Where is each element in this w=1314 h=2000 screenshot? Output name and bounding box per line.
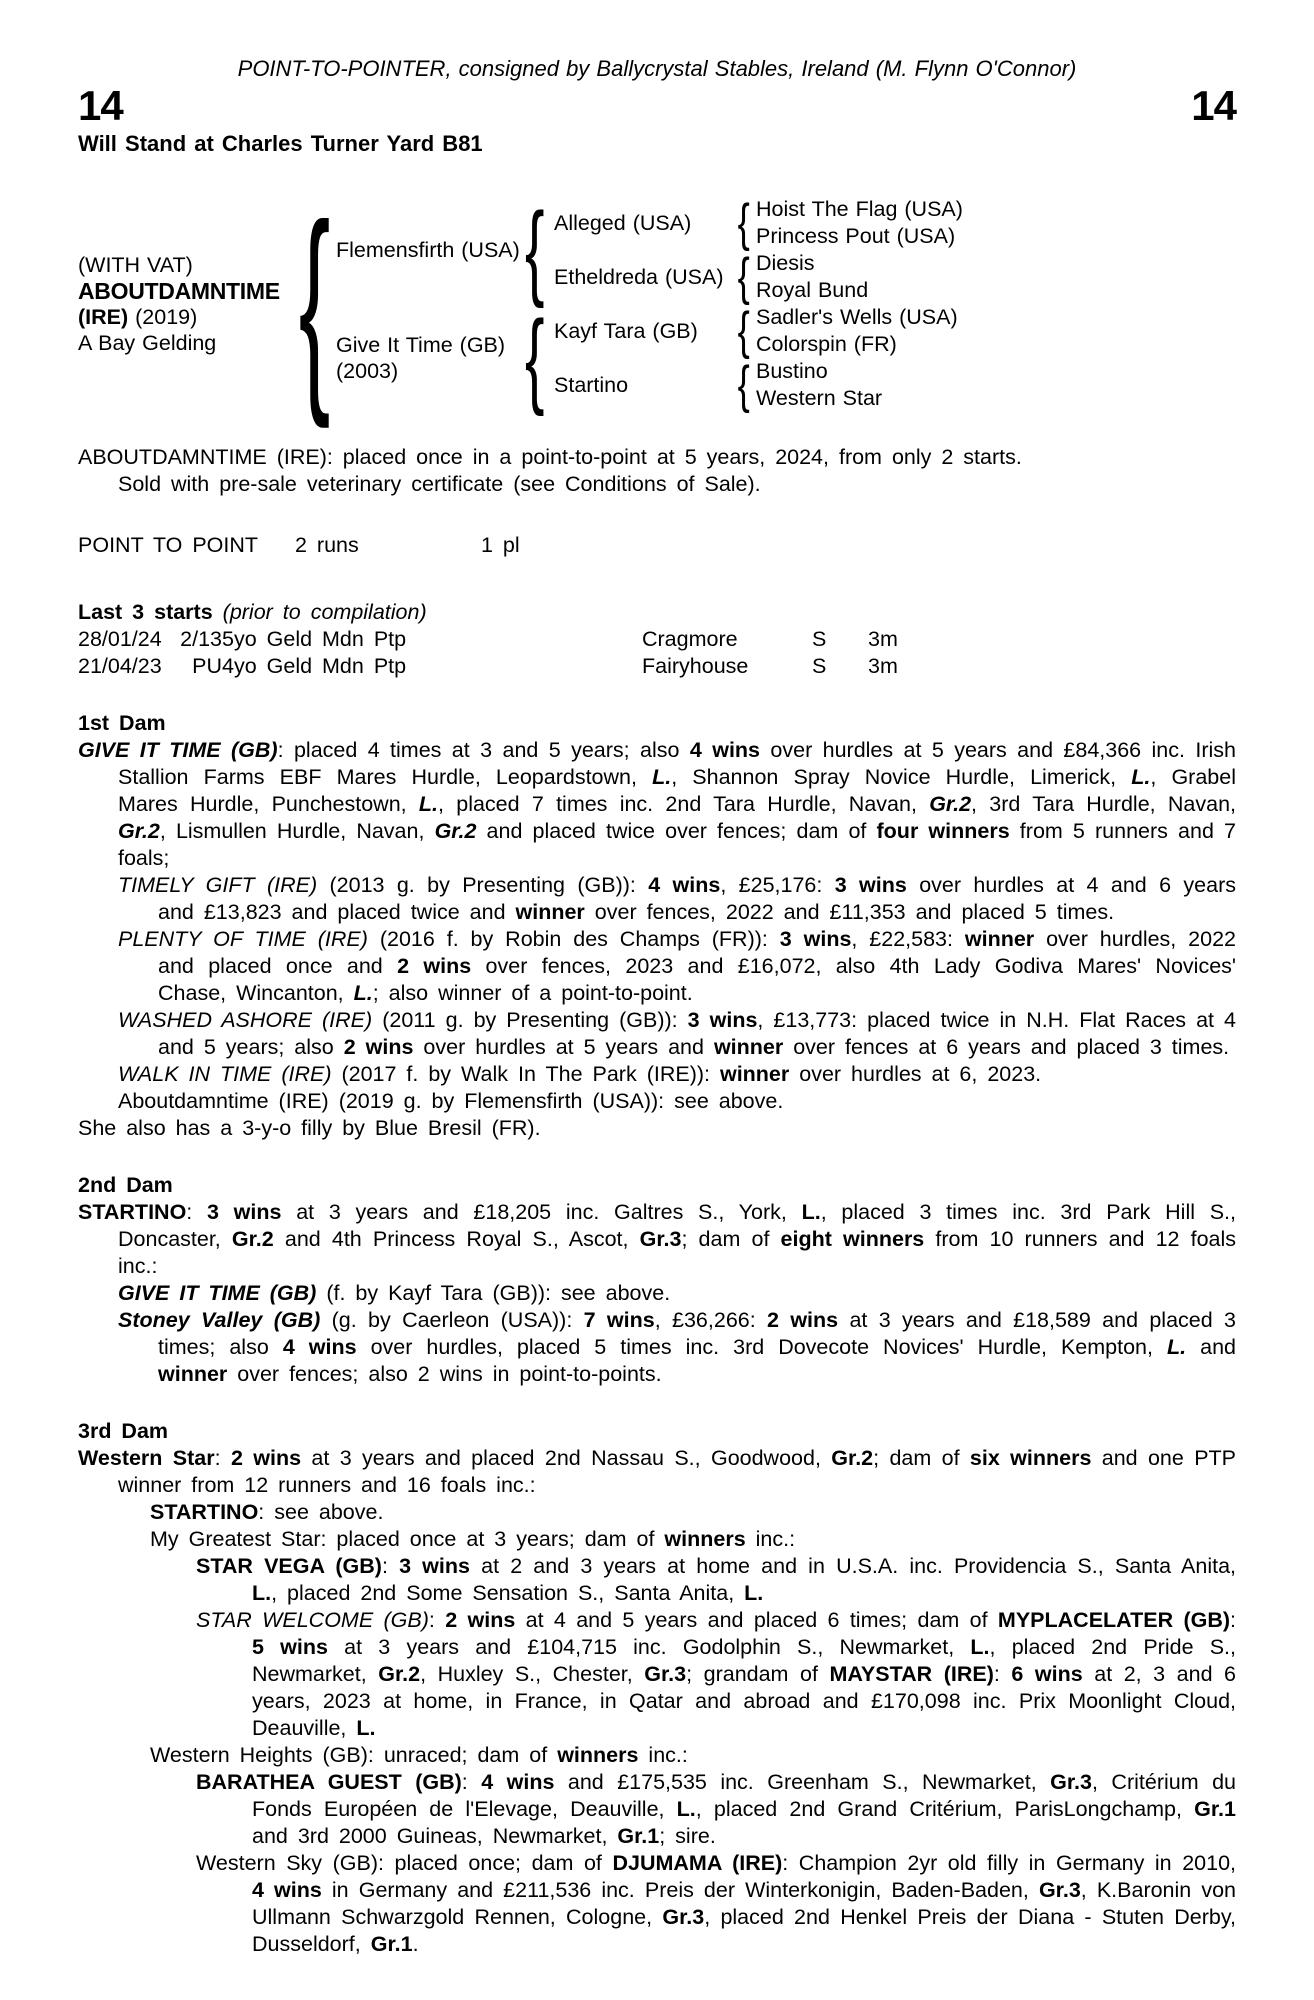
pedigree-paragraph: My Greatest Star: placed once at 3 years; dam of winners inc.:	[150, 1527, 796, 1551]
sale-notes-paragraph: ABOUTDAMNTIME (IRE): placed once in a point-to-point at 5 years, 2024, from only 2 starts. Sold with pre-sale veterinary certificate (see Conditions of Sale).	[78, 445, 1022, 496]
race-course: Fairyhouse	[642, 654, 749, 678]
pedigree-tree	[78, 177, 1236, 430]
third-dam-heading: 3rd Dam	[78, 1419, 169, 1443]
last-starts-title: Last 3 starts	[78, 600, 213, 624]
pedigree-paragraph: STAR WELCOME (GB): 2 wins at 4 and 5 years and placed 6 times; dam of MYPLACELATER (GB): 5 wins at 3 years and £104,715 inc. Godolphin S., Newmarket, L., placed 2nd Pride S., Newmarket, Gr.2, Huxley S., Chester, Gr.3; grandam of MAYSTAR (IRE): 6 wins at 2, 3 and 6 years, 2023 at home, in France, in Qatar and abroad and £170,098 inc. Prix Moonlight Cloud, Deauville, L.	[196, 1608, 1237, 1740]
lot-number-left: 14	[78, 82, 123, 129]
pedigree-brace-small	[732, 247, 756, 306]
grandparent-name: Alleged (USA)	[554, 210, 692, 235]
first-dam-section	[78, 710, 1236, 1142]
greatgrandparents	[756, 304, 958, 358]
brace-glyph: {	[525, 298, 545, 417]
generation-1-column	[330, 190, 963, 417]
pedigree-paragraph: STAR VEGA (GB): 3 wins at 2 and 3 years at home and in U.S.A. inc. Providencia S., Santa Anita, L., placed 2nd Some Sensation S., Santa Anita, L.	[196, 1554, 1236, 1605]
race-distance: 3m	[868, 654, 898, 678]
greatgrandparents	[756, 358, 882, 412]
damsire-branch	[548, 301, 958, 360]
brace-glyph: {	[737, 355, 751, 414]
pedigree-paragraph: GIVE IT TIME (GB): placed 4 times at 3 and 5 years; also 4 wins over hurdles at 5 years and £84,366 inc. Irish Stallion Farms EBF Mares Hurdle, Leopardstown, L., Shannon Spray Novice Hurdle, Limerick, L., Grabel Mares Hurdle, Punchestown, L., placed 7 times inc. 2nd Tara Hurdle, Navan, Gr.2, 3rd Tara Hurdle, Navan, Gr.2, Lismullen Hurdle, Navan, Gr.2 and placed twice over fences; dam of four winners from 5 runners and 7 foals;	[78, 738, 1237, 870]
pedigree-paragraph: WASHED ASHORE (IRE) (2011 g. by Presenting (GB)): 3 wins, £13,773: placed twice in N.H. Flat Races at 4 and 5 years; also 2 wins over hurdles at 5 years and winner over fences at 6 years and placed 3 times.	[118, 1008, 1236, 1059]
brace-glyph: {	[299, 177, 331, 430]
pedigree-paragraph: STARTINO: see above.	[150, 1500, 384, 1524]
lot-number-right: 14	[1191, 82, 1236, 129]
third-dam-section	[78, 1418, 1236, 1958]
pedigree-paragraph: Western Heights (GB): unraced; dam of winners inc.:	[150, 1743, 688, 1767]
grandparent-name: Etheldreda (USA)	[554, 264, 724, 289]
consignor-line: POINT-TO-POINTER, consigned by Ballycrystal Stables, Ireland (M. Flynn O'Connor)	[237, 56, 1077, 81]
race-description: 4yo Geld Mdn Ptp	[222, 654, 407, 678]
grandparent-name: Startino	[554, 372, 629, 397]
race-position: 2/13	[180, 627, 222, 651]
race-course: Cragmore	[642, 627, 738, 651]
race-record-row	[78, 532, 1236, 559]
pedigree-brace-dam	[522, 298, 548, 417]
greatgrandparent-name: Princess Pout (USA)	[756, 224, 956, 248]
race-description: 5yo Geld Mdn Ptp	[222, 627, 407, 651]
record-runs: 2 runs	[295, 533, 359, 557]
dam-name: Give It Time (GB)	[336, 333, 506, 357]
pedigree-paragraph: She also has a 3-y-o filly by Blue Bresil (FR).	[78, 1116, 541, 1140]
stand-location-line: Will Stand at Charles Turner Yard B81	[78, 131, 483, 156]
granddam-branch	[548, 247, 963, 306]
race-row	[78, 626, 1236, 653]
greatgrandparent-name: Hoist The Flag (USA)	[756, 197, 963, 221]
brace-glyph: {	[737, 247, 751, 306]
pedigree-paragraph: GIVE IT TIME (GB) (f. by Kayf Tara (GB)): see above.	[118, 1281, 671, 1305]
grandsire-branch	[548, 193, 963, 252]
brace-glyph: {	[737, 301, 751, 360]
pedigree-brace-small	[732, 193, 756, 252]
greatgrandparent-name: Royal Bund	[756, 278, 869, 302]
pedigree-paragraph: BARATHEA GUEST (GB): 4 wins and £175,535 inc. Greenham S., Newmarket, Gr.3, Critérium du Fonds Européen de l'Elevage, Deauville, L., placed 2nd Grand Critérium, ParisLongchamp, Gr.1 and 3rd 2000 Guineas, Newmarket, Gr.1; sire.	[196, 1770, 1236, 1848]
subject-horse-detail: (IRE) (2019)	[78, 305, 198, 329]
greatgrandparent-name: Sadler's Wells (USA)	[756, 305, 958, 329]
vat-note: (WITH VAT)	[78, 253, 193, 277]
pedigree-paragraph: Aboutdamntime (IRE) (2019 g. by Flemensfirth (USA)): see above.	[118, 1089, 784, 1113]
race-date: 28/01/24	[78, 627, 162, 651]
pedigree-subject	[78, 252, 300, 356]
subject-horse-name: ABOUTDAMNTIME	[78, 278, 280, 304]
dam-branch	[330, 298, 963, 417]
brace-glyph: {	[737, 193, 751, 252]
record-type-label: POINT TO POINT	[78, 533, 259, 557]
lot-number-row	[78, 82, 1236, 129]
record-placings: 1 pl	[481, 533, 520, 557]
greatgrandparent-name: Colorspin (FR)	[756, 332, 897, 356]
race-position: PU	[192, 654, 222, 678]
pedigree-paragraph: TIMELY GIFT (IRE) (2013 g. by Presenting (GB)): 4 wins, £25,176: 3 wins over hurdles at 4 and 6 years and £13,823 and placed twice and winner over fences, 2022 and £11,353 and placed 5 times.	[118, 873, 1236, 924]
pedigree-paragraph: Stoney Valley (GB) (g. by Caerleon (USA)): 7 wins, £36,266: 2 wins at 3 years and £18,589 and placed 3 times; also 4 wins over hurdles, placed 5 times inc. 3rd Dovecote Novices' Hurdle, Kempton, L. and winner over fences; also 2 wins in point-to-points.	[118, 1308, 1236, 1386]
last-starts-heading	[78, 599, 1236, 626]
second-dam-section	[78, 1172, 1236, 1388]
sire-name-block	[330, 237, 522, 263]
greatgrandparents	[756, 196, 963, 250]
race-going: S	[812, 627, 827, 651]
first-dam-heading: 1st Dam	[78, 711, 166, 735]
last-starts-note: (prior to compilation)	[222, 600, 427, 624]
sire-parents-column	[548, 193, 963, 306]
pedigree-paragraph: STARTINO: 3 wins at 3 years and £18,205 inc. Galtres S., York, L., placed 3 times inc. 3rd Park Hill S., Doncaster, Gr.2 and 4th Princess Royal S., Ascot, Gr.3; dam of eight winners from 10 runners and 12 foals inc.:	[78, 1200, 1237, 1278]
subject-color-sex: A Bay Gelding	[78, 331, 217, 355]
pedigree-paragraph: Western Sky (GB): placed once; dam of DJUMAMA (IRE): Champion 2yr old filly in Germany in 2010, 4 wins in Germany and £211,536 inc. Preis der Winterkonigin, Baden-Baden, Gr.3, K.Baronin von Ullmann Schwarzgold Rennen, Cologne, Gr.3, placed 2nd Henkel Preis der Diana - Stuten Derby, Dusseldorf, Gr.1.	[196, 1851, 1237, 1956]
race-going: S	[812, 654, 827, 678]
second-dam-heading: 2nd Dam	[78, 1173, 173, 1197]
greatgrandparents	[756, 250, 868, 304]
second-dam-branch	[548, 355, 958, 414]
race-row	[78, 653, 1236, 680]
greatgrandparent-name: Bustino	[756, 359, 828, 383]
greatgrandparent-name: Diesis	[756, 251, 815, 275]
pedigree-paragraph: PLENTY OF TIME (IRE) (2016 f. by Robin des Champs (FR)): 3 wins, £22,583: winner over hurdles, 2022 and placed once and 2 wins over fences, 2023 and £16,072, also 4th Lady Godiva Mares' Novices' Chase, Wincanton, L.; also winner of a point-to-point.	[118, 927, 1237, 1005]
greatgrandparent-name: Western Star	[756, 386, 883, 410]
dam-name-block	[330, 332, 522, 384]
pedigree-brace-small	[732, 355, 756, 414]
grandparent-name: Kayf Tara (GB)	[554, 318, 698, 343]
brace-glyph: {	[525, 190, 545, 309]
pedigree-brace-small	[732, 301, 756, 360]
pedigree-paragraph: WALK IN TIME (IRE) (2017 f. by Walk In The Park (IRE)): winner over hurdles at 6, 2023.	[118, 1062, 1042, 1086]
pedigree-brace-sire	[522, 190, 548, 309]
race-distance: 3m	[868, 627, 898, 651]
last-starts-section	[78, 599, 1236, 680]
dam-year: (2003)	[336, 359, 399, 383]
pedigree-paragraph: Western Star: 2 wins at 3 years and placed 2nd Nassau S., Goodwood, Gr.2; dam of six winners and one PTP winner from 12 runners and 16 foals inc.:	[78, 1446, 1237, 1497]
race-date: 21/04/23	[78, 654, 162, 678]
sire-branch	[330, 190, 963, 309]
sire-name: Flemensfirth (USA)	[336, 238, 520, 262]
dam-parents-column	[548, 301, 958, 414]
pedigree-brace-main	[299, 177, 331, 430]
